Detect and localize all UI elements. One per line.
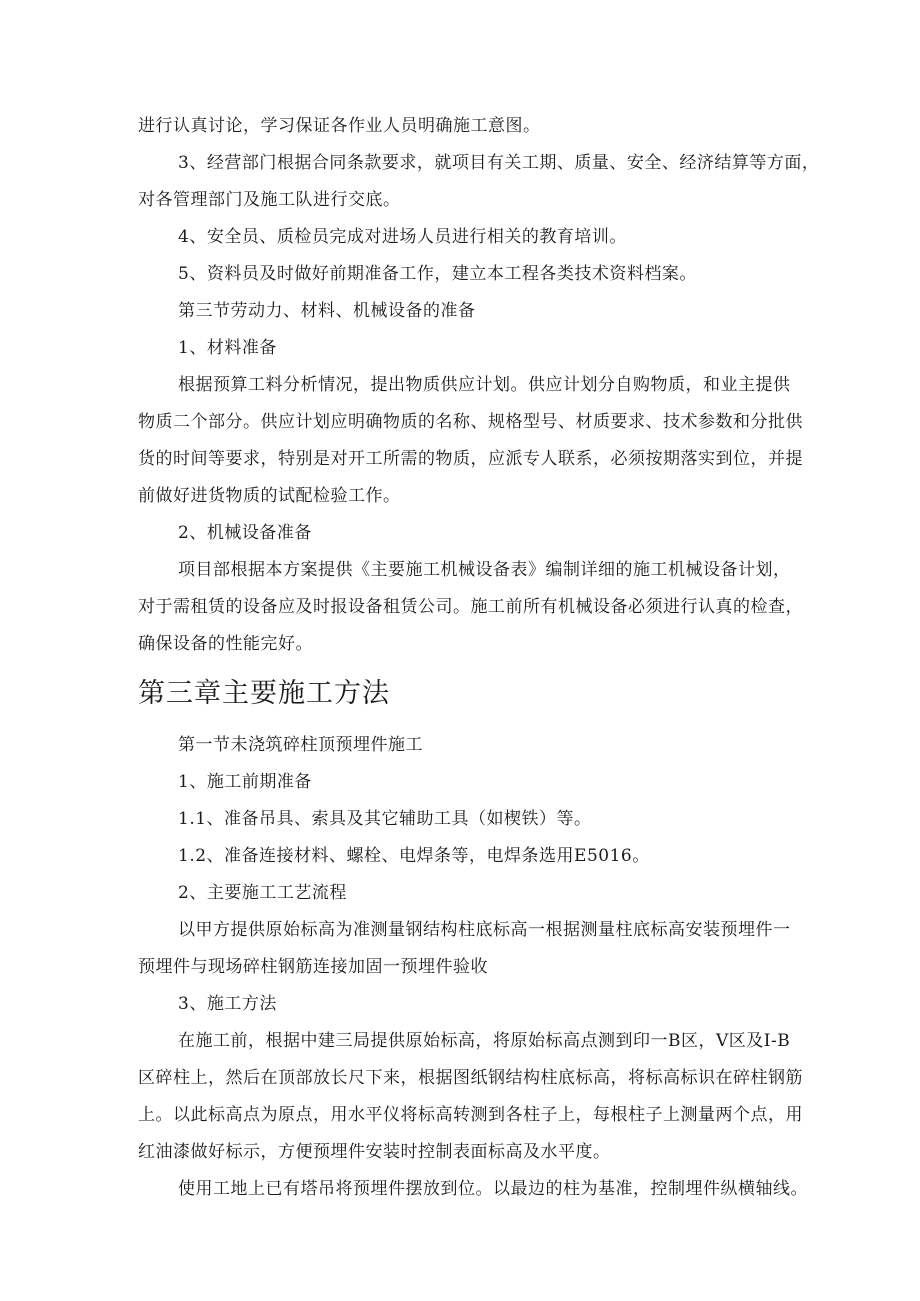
body-line: 使用工地上已有塔吊将预埋件摆放到位。以最边的柱为基准，控制埋件纵横轴线。 xyxy=(178,1179,808,1199)
subsection-heading: 1、材料准备 xyxy=(178,338,277,358)
body-line: 3、经营部门根据合同条款要求，就项目有关工期、质量、安全、经济结算等方面， xyxy=(178,153,820,173)
body-line: 区碎柱上，然后在顶部放长尺下来，根据图纸钢结构柱底标高，将标高标识在碎柱钢筋 xyxy=(138,1068,803,1088)
body-line: 预埋件与现场碎柱钢筋连接加固一预埋件验收 xyxy=(138,957,488,977)
body-line: 项目部根据本方案提供《主要施工机械设备表》编制详细的施工机械设备计划， xyxy=(178,560,791,580)
body-line: 货的时间等要求，特别是对开工所需的物质，应派专人联系，必须按期落实到位，并提 xyxy=(138,449,803,469)
subsection-heading: 1、施工前期准备 xyxy=(178,772,312,792)
body-line: 红油漆做好标示，方便预埋件安装时控制表面标高及水平度。 xyxy=(138,1142,611,1162)
body-line: 前做好进货物质的试配检验工作。 xyxy=(138,486,401,506)
subsection-heading: 3、施工方法 xyxy=(178,994,277,1014)
subsection-heading: 2、主要施工工艺流程 xyxy=(178,883,347,903)
body-line: 1.2、准备连接材料、螺栓、电焊条等，电焊条选用E5016。 xyxy=(178,846,650,866)
body-line: 物质二个部分。供应计划应明确物质的名称、规格型号、材质要求、技术参数和分批供 xyxy=(138,412,803,432)
body-line: 确保设备的性能完好。 xyxy=(138,634,313,654)
section-heading: 第三节劳动力、材料、机械设备的准备 xyxy=(178,301,476,321)
subsection-heading: 2、机械设备准备 xyxy=(178,523,312,543)
body-line: 4、安全员、质检员完成对进场人员进行相关的教育培训。 xyxy=(178,227,627,247)
body-line: 1.1、准备吊具、索具及其它辅助工具（如楔铁）等。 xyxy=(178,809,592,829)
body-line: 以甲方提供原始标高为准测量钢结构柱底标高一根据测量柱底标高安装预埋件一 xyxy=(178,920,791,940)
body-line: 上。以此标高点为原点，用水平仪将标高转测到各柱子上，每根柱子上测量两个点，用 xyxy=(138,1105,803,1125)
body-line: 5、资料员及时做好前期准备工作，建立本工程各类技术资料档案。 xyxy=(178,264,697,284)
chapter-title: 第三章主要施工方法 xyxy=(138,678,390,709)
body-line: 对于需租赁的设备应及时报设备租赁公司。施工前所有机械设备必须进行认真的检查， xyxy=(138,597,803,617)
body-line: 对各管理部门及施工队进行交底。 xyxy=(138,190,401,210)
body-line: 根据预算工料分析情况，提出物质供应计划。供应计划分自购物质，和业主提供 xyxy=(178,375,791,395)
section-heading: 第一节未浇筑碎柱顶预埋件施工 xyxy=(178,735,423,755)
body-line: 在施工前，根据中建三局提供原始标高，将原始标高点测到印一B区，V区及I-B xyxy=(178,1031,791,1051)
body-line: 进行认真讨论，学习保证各作业人员明确施工意图。 xyxy=(138,116,541,136)
